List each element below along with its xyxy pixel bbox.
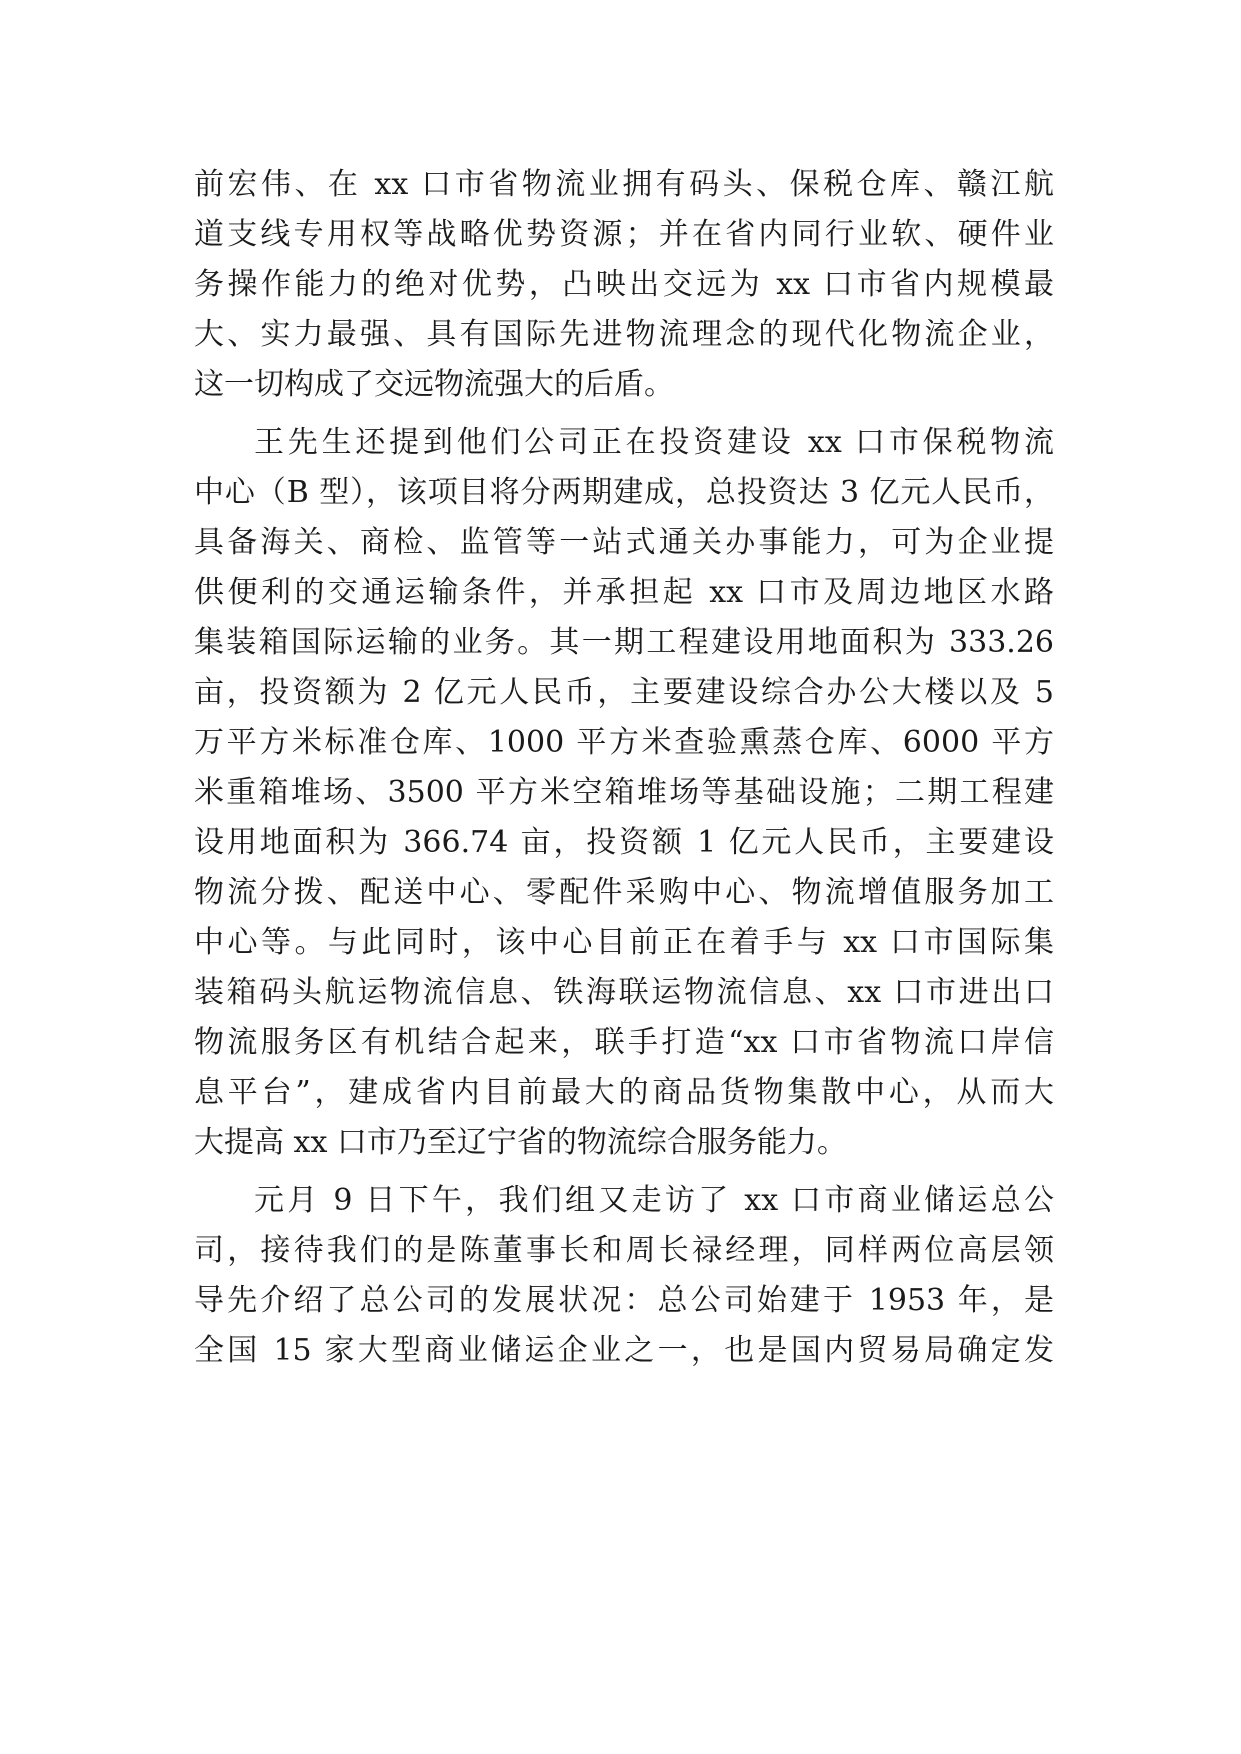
text-line: 道支线专用权等战略优势资源；并在省内同行业软、硬件业 <box>194 217 1054 252</box>
text-line: 大、实力最强、具有国际先进物流理念的现代化物流企业， <box>194 317 1054 352</box>
text-line: 这一切构成了交远物流强大的后盾。 <box>194 367 674 402</box>
text-line: 息平台”，建成省内目前最大的商品货物集散中心，从而大 <box>194 1075 1054 1110</box>
text-line: 集装箱国际运输的业务。其一期工程建设用地面积为 333.26 <box>194 625 1054 660</box>
text-line: 物流分拨、配送中心、零配件采购中心、物流增值服务加工 <box>194 875 1054 910</box>
text-line: 中心等。与此同时，该中心目前正在着手与 xx 口市国际集 <box>194 925 1054 960</box>
text-line: 具备海关、商检、监管等一站式通关办事能力，可为企业提 <box>194 525 1054 560</box>
text-line: 王先生还提到他们公司正在投资建设 xx 口市保税物流 <box>254 425 1054 460</box>
text-line: 导先介绍了总公司的发展状况：总公司始建于 1953 年，是 <box>194 1283 1054 1318</box>
text-line: 全国 15 家大型商业储运企业之一，也是国内贸易局确定发 <box>194 1333 1054 1368</box>
text-line: 供便利的交通运输条件，并承担起 xx 口市及周边地区水路 <box>194 575 1054 610</box>
paragraph <box>194 1176 1054 1376</box>
text-line: 务操作能力的绝对优势，凸映出交远为 xx 口市省内规模最 <box>194 267 1054 302</box>
text-line: 中心（B 型），该项目将分两期建成，总投资达 3 亿元人民币， <box>194 475 1054 510</box>
text-line: 米重箱堆场、3500 平方米空箱堆场等基础设施；二期工程建 <box>194 775 1054 810</box>
text-line: 前宏伟、在 xx 口市省物流业拥有码头、保税仓库、赣江航 <box>194 167 1054 202</box>
text-line: 司，接待我们的是陈董事长和周长禄经理，同样两位高层领 <box>194 1233 1054 1268</box>
text-line: 设用地面积为 366.74 亩，投资额 1 亿元人民币，主要建设 <box>194 825 1054 860</box>
text-line: 物流服务区有机结合起来，联手打造“xx 口市省物流口岸信 <box>194 1025 1054 1060</box>
text-line: 大提高 xx 口市乃至辽宁省的物流综合服务能力。 <box>194 1125 847 1160</box>
body-text <box>194 160 1054 1376</box>
text-line: 万平方米标准仓库、1000 平方米查验熏蒸仓库、6000 平方 <box>194 725 1054 760</box>
paragraph <box>194 160 1054 410</box>
text-line: 装箱码头航运物流信息、铁海联运物流信息、xx 口市进出口 <box>194 975 1054 1010</box>
paragraph <box>194 418 1054 1168</box>
text-line: 亩，投资额为 2 亿元人民币，主要建设综合办公大楼以及 5 <box>194 675 1054 710</box>
text-line: 元月 9 日下午，我们组又走访了 xx 口市商业储运总公 <box>254 1183 1054 1218</box>
